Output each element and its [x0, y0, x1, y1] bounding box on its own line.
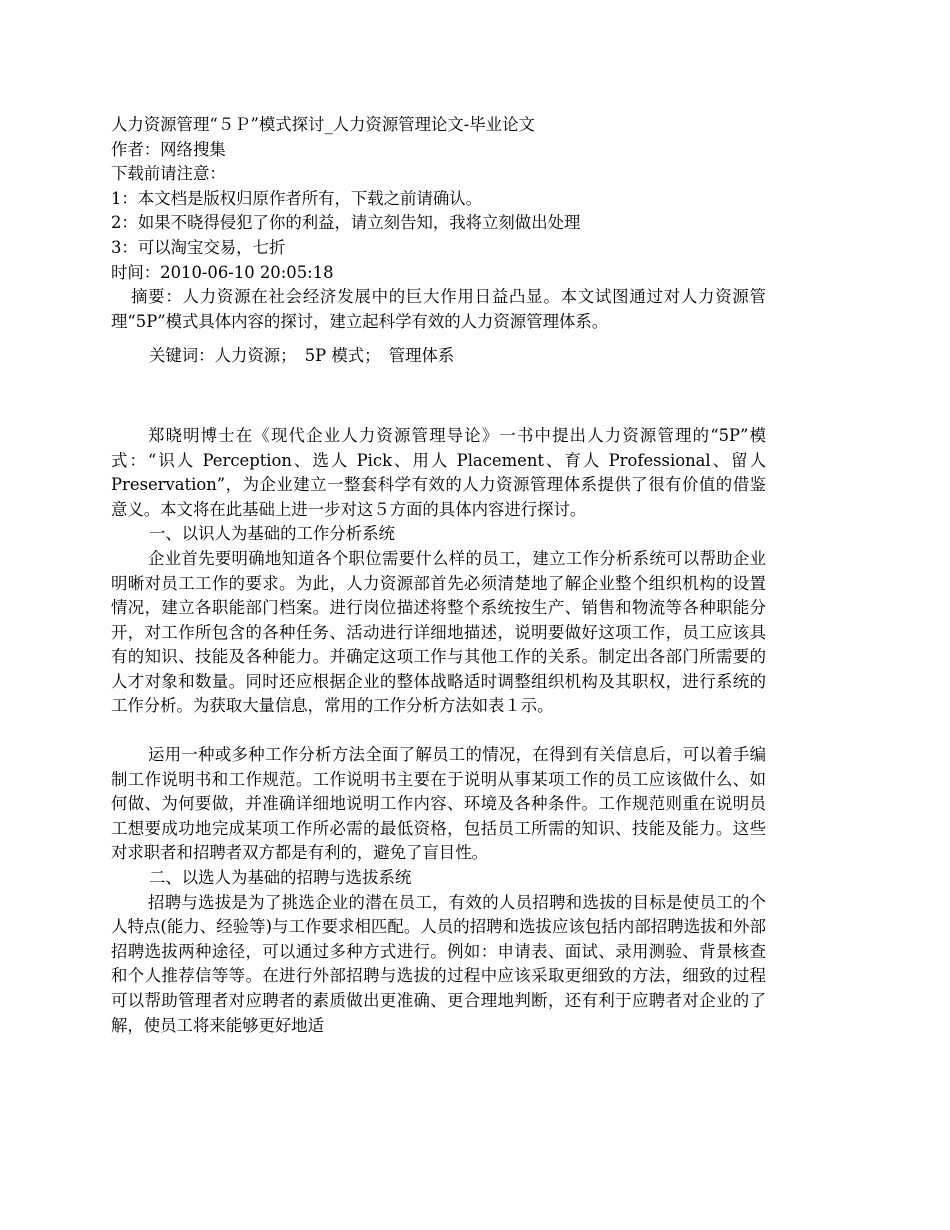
- notice-heading: 下载前请注意：: [111, 164, 226, 184]
- section-heading: 二、以选人为基础的招聘与选拔系统: [149, 868, 412, 888]
- intro-paragraph: 郑晓明博士在《现代企业人力资源管理导论》一书中提出人力资源管理的“5P”模式：“识人 Perception、选人 Pick、用人 Placement、育人 Professional、留人 Preservation”，为企业建立一整套科学有效的人力资源管理体系提供了很有价值的借鉴意义。本文将在此基础上进一步对这５方面的具体内容进行探讨。: [111, 425, 766, 519]
- body-paragraph: 招聘与选拔是为了挑选企业的潜在员工，有效的人员招聘和选拔的目标是使员工的个人特点(能力、经验等)与工作要求相匹配。人员的招聘和选拔应该包括内部招聘选拔和外部招聘选拔两种途径，可以通过多种方式进行。例如：申请表、面试、录用测验、背景核查和个人推荐信等等。在进行外部招聘与选拔的过程中应该采取更细致的方法，细致的过程可以帮助管理者对应聘者的素质做出更准确、更合理地判断，还有利于应聘者对企业的了解，使员工将来能够更好地适: [111, 892, 766, 1035]
- keywords-line: 关键词：人力资源； 5P 模式； 管理体系: [149, 346, 455, 366]
- notice-item: 2：如果不晓得侵犯了你的利益，请立刻告知，我将立刻做出处理: [111, 213, 581, 233]
- body-paragraph: 运用一种或多种工作分析方法全面了解员工的情况，在得到有关信息后，可以着手编制工作说明书和工作规范。工作说明书主要在于说明从事某项工作的员工应该做什么、如何做、为何要做，并准确详细地说明工作内容、环境及各种条件。工作规范则重在说明员工想要成功地完成某项工作所必需的最低资格，包括员工所需的知识、技能及能力。这些对求职者和招聘者双方都是有利的，避免了盲目性。: [111, 745, 766, 863]
- notice-item: 3：可以淘宝交易，七折: [111, 237, 286, 257]
- body-paragraph: 企业首先要明确地知道各个职位需要什么样的员工，建立工作分析系统可以帮助企业明晰对员工工作的要求。为此，人力资源部首先必须清楚地了解企业整个组织机构的设置情况，建立各职能部门档案。进行岗位描述将整个系统按生产、销售和物流等各种职能分开，对工作所包含的各种任务、活动进行详细地描述，说明要做好这项工作，员工应该具有的知识、技能及各种能力。并确定这项工作与其他工作的关系。制定出各部门所需要的人才对象和数量。同时还应根据企业的整体战略适时调整组织机构及其职权，进行系统的工作分析。为获取大量信息，常用的工作分析方法如表１示。: [111, 548, 766, 716]
- timestamp-line: 时间：2010-06-10 20:05:18: [111, 262, 334, 282]
- document-body: [111, 113, 766, 1038]
- abstract-paragraph: 摘要：人力资源在社会经济发展中的巨大作用日益凸显。本文试图通过对人力资源管理“5P”模式具体内容的探讨，建立起科学有效的人力资源管理体系。: [111, 287, 766, 331]
- notice-item: 1：本文档是版权归原作者所有，下载之前请确认。: [111, 188, 483, 208]
- section-heading: 一、以识人为基础的工作分析系统: [149, 524, 395, 544]
- document-title: 人力资源管理“５Ｐ”模式探讨_人力资源管理论文-毕业论文: [111, 115, 535, 134]
- author-line: 作者：网络搜集: [111, 139, 226, 159]
